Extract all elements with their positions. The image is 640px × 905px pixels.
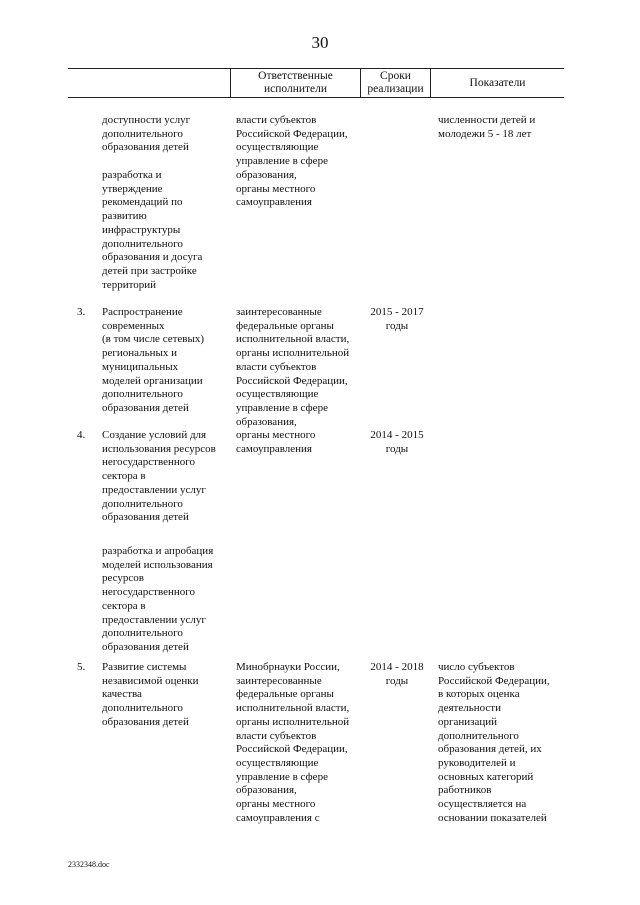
row-3-deadline: 2015 - 2017 годы	[370, 306, 424, 332]
row-6-responsible: Минобрнауки России, заинтересованные федеральные органы исполнительной власти, органы исполнительной власти субъектов Российской Федерации, осуществляющие управление в сфере образования, органы местного самоуправления с	[236, 661, 350, 824]
row-1-responsible: власти субъектов Российской Федерации, осуществляющие управление в сфере образования, органы местного самоуправления	[236, 114, 348, 209]
row-4-number: 4.	[77, 429, 86, 441]
header-top-rule	[68, 68, 564, 69]
row-6-deadline: 2014 - 2018 годы	[370, 661, 424, 687]
row-4-measure: Создание условий для использования ресурсов негосударственного сектора в предоставлении услуг дополнительного образования детей	[102, 429, 216, 524]
row-1-indicator: численности детей и молодежи 5 - 18 лет	[438, 114, 536, 140]
row-4-deadline: 2014 - 2015 годы	[370, 429, 424, 455]
header-deadlines: Сроки реализации	[367, 70, 424, 95]
row-3-number: 3.	[77, 306, 86, 318]
row-1-measure: доступности услуг дополнительного образования детей	[102, 114, 191, 154]
header-bottom-rule	[68, 97, 564, 98]
header-responsible: Ответственные исполнители	[258, 70, 333, 95]
row-6-measure: Развитие системы независимой оценки качества дополнительного образования детей	[102, 661, 199, 728]
footer-filename: 2332348.doc	[68, 860, 110, 869]
row-4-responsible: органы местного самоуправления	[236, 429, 316, 455]
page-number: 30	[311, 33, 329, 52]
header-indicators: Показатели	[469, 77, 526, 89]
row-6-indicator: число субъектов Российской Федерации, в которых оценка деятельности организаций дополнительного образования детей, их руководителей и основных категорий работников осуществляется на основании показателей	[438, 661, 550, 824]
row-3-measure: Распространение современных (в том числе сетевых) региональных и муниципальных моделей организации дополнительного образования детей	[102, 306, 205, 414]
row-2-measure: разработка и утверждение рекомендаций по развитию инфраструктуры дополнительного образования и досуга детей при застройке территорий	[102, 169, 203, 291]
row-6-number: 5.	[77, 661, 86, 673]
row-3-responsible: заинтересованные федеральные органы исполнительной власти, органы исполнительной власти субъектов Российской Федерации, осуществляющие управление в сфере образования,	[236, 306, 350, 428]
row-5-measure: разработка и апробация моделей использования ресурсов негосударственного сектора в предоставлении услуг дополнительного образования детей	[102, 545, 214, 653]
